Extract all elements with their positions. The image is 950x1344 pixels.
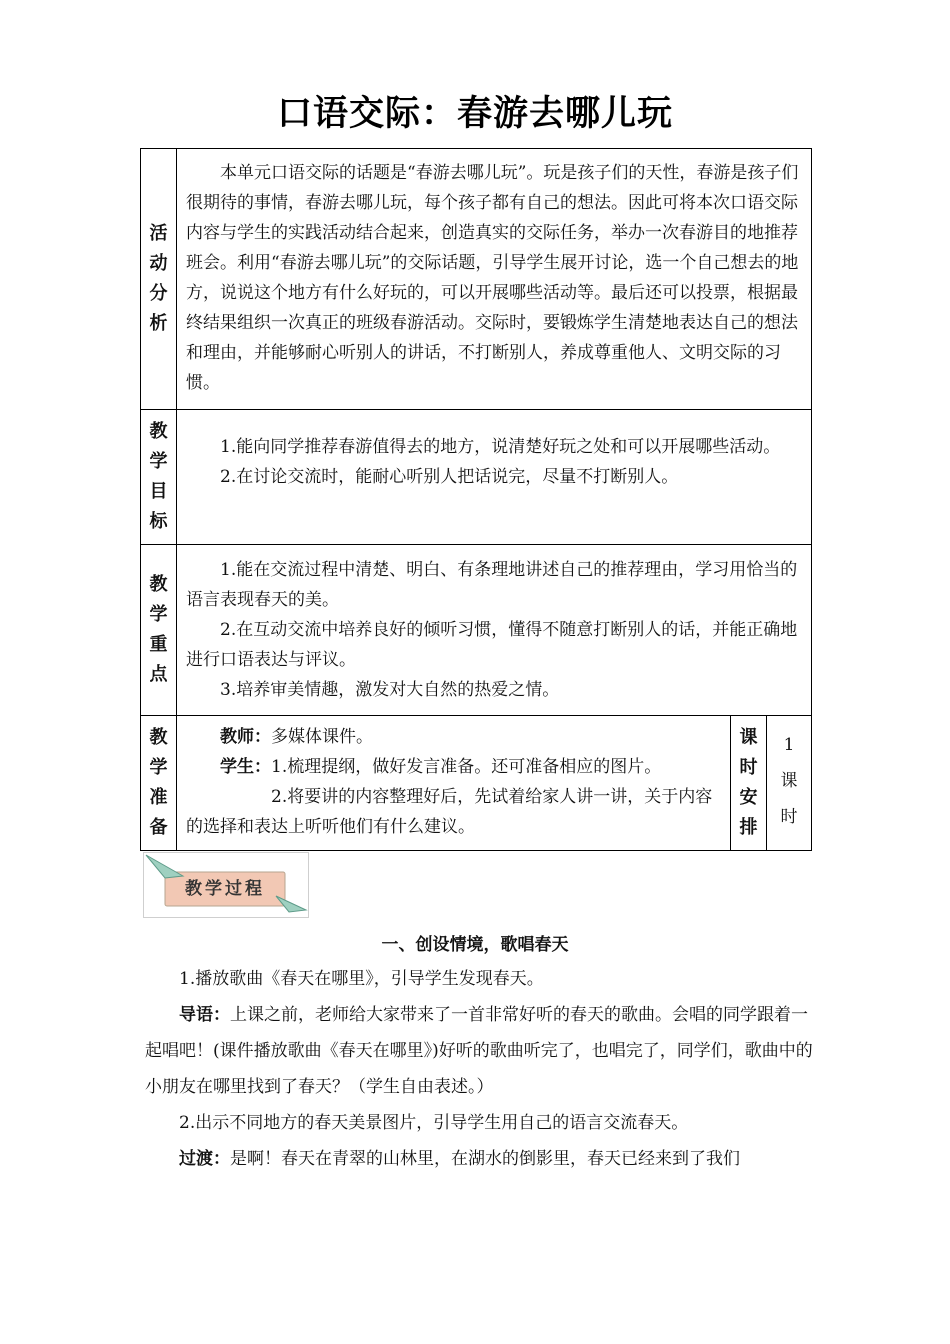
body-paragraph: 过渡：是啊！春天在青翠的山林里，在湖水的倒影里，春天已经来到了我们 — [179, 1149, 740, 1169]
row-schedule-label: 课 时 安 排 — [739, 727, 758, 838]
teacher-prep: 教师：多媒体课件。 — [220, 727, 373, 747]
row-keypoints-label: 教 学 重 点 — [149, 574, 168, 685]
keypoint-item: 1.能在交流过程中清楚、明白、有条理地讲述自己的推荐理由，学习用恰当的语言表现春天的美。 — [186, 560, 798, 610]
row-activity-label: 活 动 分 析 — [149, 223, 168, 334]
keypoint-item: 2.在互动交流中培养良好的倾听习惯，懂得不随意打断别人的话，并能正确地进行口语表达与评议。 — [186, 620, 798, 670]
activity-paragraph: 本单元口语交际的话题是“春游去哪儿玩”。玩是孩子们的天性，春游是孩子们很期待的事情，春游去哪儿玩，每个孩子都有自己的想法。因此可将本次口语交际内容与学生的实践活动结合起来，创造真实的交际任务，举办一次春游目的地推荐班会。利用“春游去哪儿玩”的交际话题，引导学生展开讨论，选一个自己想去的地方，说说这个地方有什么好玩的，可以开展哪些活动等。最后还可以投票，根据最终结果组织一次真正的班级春游活动。交际时，要锻炼学生清楚地表达自己的想法和理由，并能够耐心听别人的讲话，不打断别人，养成尊重他人、文明交际的习惯。 — [186, 163, 799, 393]
section-heading: 一、创设情境，歌唱春天 — [381, 935, 569, 955]
row-activity-content — [186, 158, 804, 398]
student-prep-2: 2.将要讲的内容整理好后，先试着给家人讲一讲，关于内容的选择和表达上听听他们有什么建议。 — [186, 787, 713, 837]
banner-text: 教学过程 — [185, 879, 265, 899]
keypoint-item: 3.培养审美情趣，激发对大自然的热爱之情。 — [220, 680, 560, 700]
body-paragraph: 2.出示不同地方的春天美景图片，引导学生用自己的语言交流春天。 — [179, 1113, 689, 1133]
row-prep-label: 教 学 准 备 — [149, 727, 168, 838]
row-schedule-value: 1 课 时 — [780, 735, 798, 827]
row-prep-content — [186, 722, 724, 842]
page-title: 口语交际：春游去哪儿玩 — [276, 94, 673, 134]
body-paragraph: 1.播放歌曲《春天在哪里》，引导学生发现春天。 — [179, 969, 544, 989]
teaching-process-banner — [143, 852, 309, 918]
row-goals-label: 教 学 目 标 — [149, 421, 168, 532]
goal-item: 2.在讨论交流时，能耐心听别人把话说完，尽量不打断别人。 — [220, 467, 679, 487]
section-body — [145, 961, 815, 1177]
student-prep-1: 学生：1.梳理提纲，做好发言准备。还可准备相应的图片。 — [220, 757, 662, 777]
row-keypoints-content — [186, 555, 804, 705]
goal-item: 1.能向同学推荐春游值得去的地方，说清楚好玩之处和可以开展哪些活动。 — [220, 437, 781, 457]
body-paragraph: 导语：上课之前，老师给大家带来了一首非常好听的春天的歌曲。会唱的同学跟着一起唱吧！(课件播放歌曲《春天在哪里》)好听的歌曲听完了，也唱完了，同学们，歌曲中的小朋友在哪里找到了春天？（学生自由表述。） — [145, 1005, 813, 1097]
row-goals-content — [186, 432, 804, 492]
